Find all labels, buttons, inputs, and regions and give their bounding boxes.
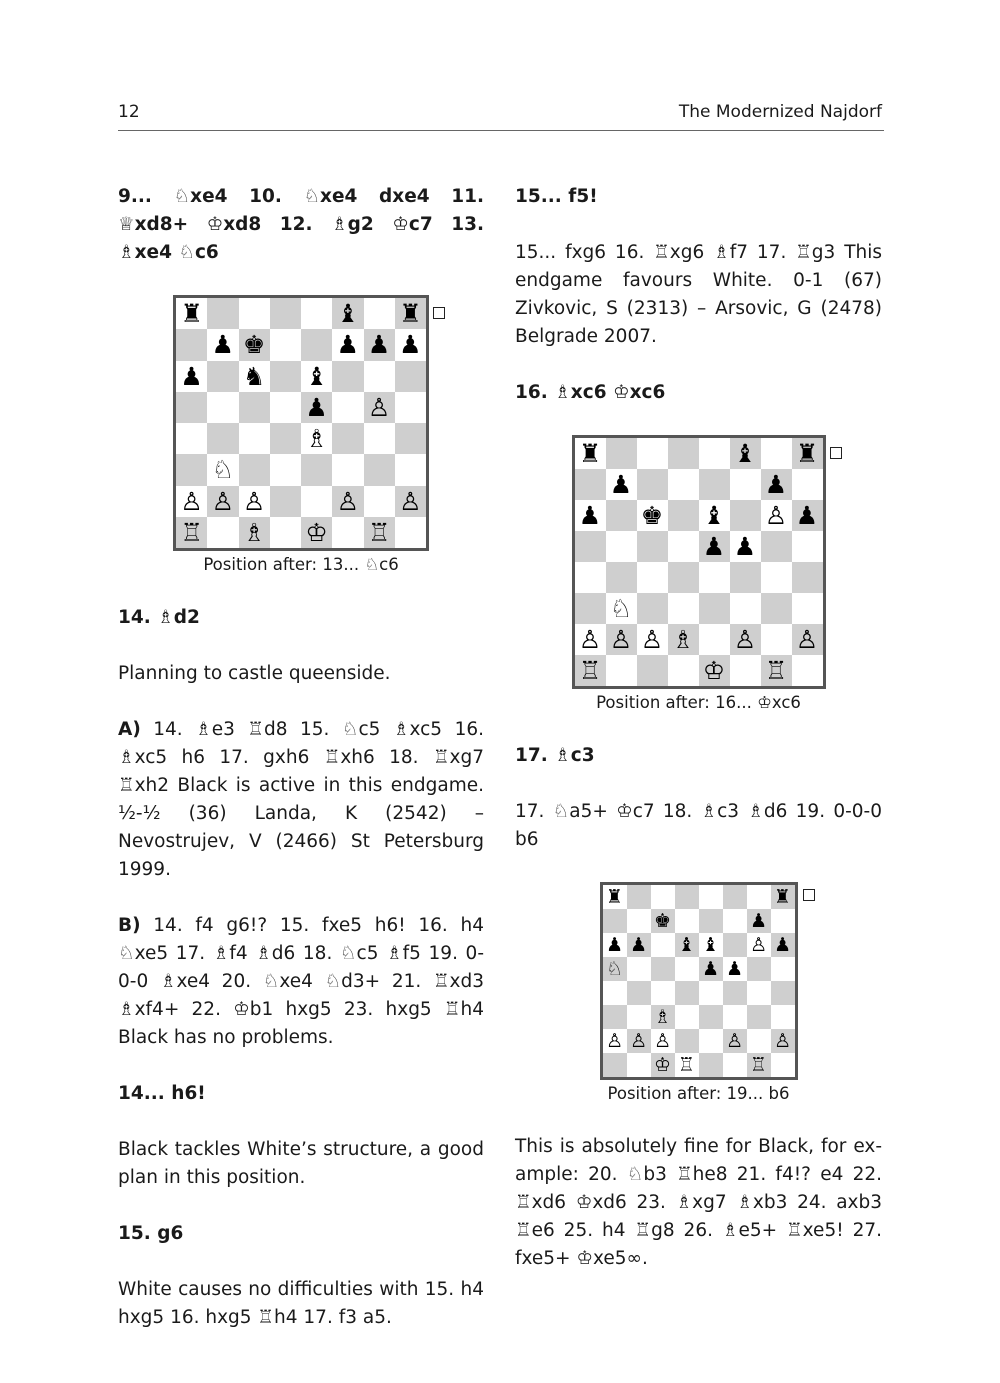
board-square [575,655,606,686]
board-square [270,423,301,454]
board-square [723,885,747,909]
board-square [332,298,363,329]
board-square [603,1029,627,1053]
board-square [603,885,627,909]
board-square [332,392,363,423]
board-square [606,438,637,469]
black-pawn-piece: ♟ [399,330,422,360]
board-square [761,500,792,531]
board-square [637,655,668,686]
black-rook-piece: ♜ [578,439,602,468]
black-pawn-piece: ♟ [305,392,328,422]
board-square [239,423,270,454]
variation-label: A) [118,719,141,740]
board-square [675,1005,699,1029]
board-square [603,1053,627,1077]
board-square [699,1029,723,1053]
board-square [730,438,761,469]
chess-diagram [515,435,882,714]
board-square [637,500,668,531]
board-square [761,469,792,500]
board-square [301,423,332,454]
board-square [675,933,699,957]
black-pawn-piece: ♟ [367,330,391,360]
board-square [301,454,332,485]
white-knight-piece: ♘ [211,455,235,485]
white-bishop-piece: ♗ [671,625,695,654]
board-square [176,517,207,548]
page-header [118,100,884,131]
board-square [239,454,270,485]
board-square [239,392,270,423]
board-square [364,517,395,548]
page-number: 12 [118,102,140,122]
board-square [747,885,771,909]
white-pawn-piece: ♙ [795,625,819,654]
board-square [627,933,651,957]
variation-text: 14. f4 g6!? 15. fxe5 h6! 16. h4 ♘xe5 17. ♗f4 ♗d6 18. ♘c5 ♗f5 19. 0-0-0 ♗xe4 20. ♘xe4 ♘d3+ 21. ♖xd3 ♗xf4+ 22. ♔b1 hxg5 23. hxg5 ♖h4 Black has no problems. [118,915,484,1048]
board-square [176,298,207,329]
board-square [771,933,795,957]
white-king-piece: ♔ [305,517,328,547]
board-square [668,531,699,562]
black-knight-piece: ♞ [242,361,266,391]
commentary-paragraph [118,716,484,884]
board-square [651,957,675,981]
board-square [637,593,668,624]
board-square [771,957,795,981]
board-square [606,655,637,686]
board-square [637,469,668,500]
board-square [730,655,761,686]
board-square [395,517,426,548]
board-square [627,909,651,933]
black-rook-piece: ♜ [180,299,203,329]
board-square [761,624,792,655]
variation-text: 14. ♗e3 ♖d8 15. ♘c5 ♗xc5 16. ♗xc5 h6 17. gxh6 ♖xh6 18. ♖xg7 ♖xh2 Black is active in this endgame. ½-½ (36) Landa, K (2542) – Nevostrujev, V (2466) St Petersburg 1999. [118,719,484,880]
board-square [730,469,761,500]
black-bishop-piece: ♝ [701,933,720,956]
commentary-paragraph: This is absolutely fine for Black, for ex-ample: 20. ♘b3 ♖he8 21. f4!? e4 22. ♖xd6 ♔xd6 23. ♗xg7 ♗xb3 24. axb3 ♖e6 25. h4 ♖g8 26. ♗e5+ ♖xe5! 27. fxe5+ ♔xe5∞. [515,1136,882,1269]
board-square [637,438,668,469]
commentary-paragraph: White causes no difficulties with 15. h4 hxg5 16. hxg5 ♖h4 17. f3 a5. [118,1279,484,1328]
board-square [301,486,332,517]
board-square [747,933,771,957]
board-square [627,1005,651,1029]
board-square [207,454,238,485]
move-line: 15... f5! [515,186,598,207]
white-pawn-piece: ♙ [733,625,757,654]
board-square [606,562,637,593]
board-square [699,1005,723,1029]
board-square [792,500,823,531]
black-pawn-piece: ♟ [773,933,792,956]
board-square [675,1029,699,1053]
white-bishop-piece: ♗ [242,517,266,547]
board-square [792,562,823,593]
chess-board [600,882,798,1080]
black-king-piece: ♚ [242,330,266,360]
white-pawn-piece: ♙ [640,625,664,654]
board-square [603,909,627,933]
white-pawn-piece: ♙ [629,1029,648,1052]
board-square [395,298,426,329]
board-square [207,361,238,392]
board-square [723,981,747,1005]
board-square [575,624,606,655]
board-square [270,392,301,423]
left-column [118,183,484,1332]
board-square [699,562,730,593]
board-square [270,329,301,360]
board-square [637,531,668,562]
board-square [699,957,723,981]
board-square [761,593,792,624]
move-line: 16. ♗xc6 ♔xc6 [515,382,666,403]
board-square [771,1029,795,1053]
board-square [575,562,606,593]
black-pawn-piece: ♟ [725,957,744,980]
board-square [176,329,207,360]
board-square [332,329,363,360]
right-column [515,183,882,1273]
black-pawn-piece: ♟ [605,933,624,956]
board-square [792,469,823,500]
board-square [575,593,606,624]
board-square [771,1053,795,1077]
board-square [699,624,730,655]
board-square [699,981,723,1005]
board-square [627,885,651,909]
board-square [575,500,606,531]
board-square [699,469,730,500]
board-square [270,454,301,485]
board-square [723,933,747,957]
board-square [651,1029,675,1053]
board-square [301,298,332,329]
board-square [723,909,747,933]
board-square [364,486,395,517]
board-square [364,423,395,454]
white-pawn-piece: ♙ [749,933,768,956]
black-bishop-piece: ♝ [702,501,726,530]
board-square [239,517,270,548]
board-square [651,1053,675,1077]
board-square [603,1005,627,1029]
board-square [792,655,823,686]
side-to-move-marker [830,447,842,459]
board-square [771,1005,795,1029]
board-square [575,531,606,562]
board-square [207,392,238,423]
board-square [699,885,723,909]
white-pawn-piece: ♙ [609,625,633,654]
board-square [675,957,699,981]
board-square [606,531,637,562]
board-square [395,361,426,392]
diagram-caption: Position after: 16... ♔xc6 [596,693,801,712]
board-square [270,486,301,517]
board-square [668,562,699,593]
board-square [699,500,730,531]
black-pawn-piece: ♟ [749,909,768,932]
board-square [603,933,627,957]
board-square [651,1005,675,1029]
board-square [606,593,637,624]
board-square [176,392,207,423]
white-pawn-piece: ♙ [399,486,422,516]
board-square [761,655,792,686]
board-square [730,593,761,624]
white-pawn-piece: ♙ [653,1029,672,1052]
board-square [730,500,761,531]
board-square [761,562,792,593]
board-square [668,500,699,531]
white-knight-piece: ♘ [609,594,633,623]
board-square [699,933,723,957]
black-pawn-piece: ♟ [701,957,720,980]
variation-label: B) [118,915,141,936]
white-pawn-piece: ♙ [336,486,360,516]
board-square [668,469,699,500]
board-square [771,981,795,1005]
board-square [792,624,823,655]
board-square [723,1053,747,1077]
white-rook-piece: ♖ [578,656,602,685]
board-square [207,517,238,548]
board-square [332,486,363,517]
board-square [270,517,301,548]
board-square [699,531,730,562]
board-square [606,469,637,500]
black-pawn-piece: ♟ [211,330,235,360]
board-square [668,438,699,469]
white-pawn-piece: ♙ [578,625,602,654]
white-bishop-piece: ♗ [305,424,328,454]
board-square [771,885,795,909]
board-square [575,438,606,469]
running-title: The Modernized Najdorf [678,102,882,122]
white-knight-piece: ♘ [605,957,624,980]
board-square [207,423,238,454]
board-square [637,562,668,593]
board-square [771,909,795,933]
board-square [699,593,730,624]
board-square [651,909,675,933]
board-square [207,486,238,517]
board-square [723,1029,747,1053]
board-square [668,655,699,686]
black-bishop-piece: ♝ [677,933,696,956]
white-pawn-piece: ♙ [367,392,391,422]
white-pawn-piece: ♙ [725,1029,744,1052]
chess-diagram [118,295,484,576]
board-square [761,531,792,562]
board-square [176,361,207,392]
board-square [627,1053,651,1077]
board-square [207,298,238,329]
white-bishop-piece: ♗ [653,1005,672,1028]
black-pawn-piece: ♟ [733,532,757,561]
board-square [332,454,363,485]
board-square [792,593,823,624]
chess-board [173,295,429,551]
black-pawn-piece: ♟ [578,501,602,530]
board-square [627,981,651,1005]
commentary-paragraph [118,912,484,1052]
board-square [651,885,675,909]
black-pawn-piece: ♟ [629,933,648,956]
board-square [730,562,761,593]
board-square [332,517,363,548]
board-square [239,486,270,517]
diagram-caption: Position after: 13... ♘c6 [203,555,399,574]
board-square [176,486,207,517]
board-square [651,933,675,957]
board-square [730,531,761,562]
board-square [606,500,637,531]
diagram-wrapper [600,882,798,1080]
board-square [176,454,207,485]
board-square [730,624,761,655]
commentary-paragraph: Black tackles White’s structure, a good plan in this position. [118,1139,484,1188]
move-line: 17. ♗c3 [515,745,595,766]
board-square [675,885,699,909]
board-square [364,298,395,329]
white-rook-piece: ♖ [677,1053,696,1076]
board-square [675,909,699,933]
diagram-wrapper [173,295,429,551]
black-bishop-piece: ♝ [336,299,360,329]
black-pawn-piece: ♟ [336,330,360,360]
board-square [627,1029,651,1053]
white-pawn-piece: ♙ [764,501,788,530]
board-square [699,655,730,686]
commentary-paragraph: Planning to castle queenside. [118,663,391,684]
black-pawn-piece: ♟ [609,470,633,499]
move-line: 14. ♗d2 [118,607,200,628]
board-square [301,329,332,360]
board-square [637,624,668,655]
side-to-move-marker [803,889,815,901]
board-square [364,329,395,360]
white-pawn-piece: ♙ [211,486,235,516]
board-square [332,361,363,392]
board-square [176,423,207,454]
commentary-paragraph: 17. ♘a5+ ♔c7 18. ♗c3 ♗d6 19. 0-0-0 b6 [515,801,882,850]
board-square [761,438,792,469]
black-bishop-piece: ♝ [733,439,757,468]
board-square [603,981,627,1005]
side-to-move-marker [433,307,445,319]
black-pawn-piece: ♟ [702,532,726,561]
move-line: 9... ♘xe4 10. ♘xe4 dxe4 11. ♕xd8+ ♔xd8 12. ♗g2 ♔c7 13. ♗xe4 ♘c6 [118,186,484,263]
white-king-piece: ♔ [653,1053,672,1076]
board-square [301,517,332,548]
board-square [699,1053,723,1077]
white-rook-piece: ♖ [367,517,391,547]
board-square [207,329,238,360]
black-king-piece: ♚ [640,501,664,530]
board-square [395,486,426,517]
move-line: 15. g6 [118,1223,184,1244]
black-pawn-piece: ♟ [180,361,203,391]
board-square [627,957,651,981]
white-pawn-piece: ♙ [605,1029,624,1052]
board-square [747,981,771,1005]
board-square [364,361,395,392]
board-square [723,1005,747,1029]
board-square [747,1005,771,1029]
black-pawn-piece: ♟ [764,470,788,499]
board-square [270,298,301,329]
board-square [301,392,332,423]
board-square [239,329,270,360]
board-square [395,454,426,485]
board-square [301,361,332,392]
board-square [395,392,426,423]
board-square [332,423,363,454]
black-rook-piece: ♜ [773,885,792,908]
board-square [723,957,747,981]
black-king-piece: ♚ [653,909,672,932]
white-rook-piece: ♖ [749,1053,768,1076]
board-square [792,531,823,562]
black-rook-piece: ♜ [399,299,422,329]
board-square [675,981,699,1005]
board-square [747,1053,771,1077]
black-pawn-piece: ♟ [795,501,819,530]
board-square [651,981,675,1005]
board-square [364,392,395,423]
board-square [239,298,270,329]
board-square [606,624,637,655]
white-pawn-piece: ♙ [180,486,203,516]
board-square [239,361,270,392]
commentary-paragraph: 15... fxg6 16. ♖xg6 ♗f7 17. ♖g3 This endgame favours White. 0-1 (67) Zivkovic, S (2313) – Arsovic, G (2478) Belgrade 2007. [515,242,882,347]
diagram-caption: Position after: 19... b6 [607,1084,790,1103]
board-square [603,957,627,981]
white-pawn-piece: ♙ [773,1029,792,1052]
board-square [395,329,426,360]
board-square [699,909,723,933]
chess-board [572,435,826,689]
board-square [675,1053,699,1077]
board-square [668,593,699,624]
diagram-wrapper [572,435,826,689]
black-rook-piece: ♜ [795,439,819,468]
board-square [699,438,730,469]
board-square [747,957,771,981]
move-line: 14... h6! [118,1083,206,1104]
white-rook-piece: ♖ [764,656,788,685]
chess-diagram [515,882,882,1105]
board-square [668,624,699,655]
black-bishop-piece: ♝ [305,361,328,391]
board-square [270,361,301,392]
board-square [747,1029,771,1053]
white-pawn-piece: ♙ [242,486,266,516]
black-rook-piece: ♜ [605,885,624,908]
board-square [792,438,823,469]
board-square [364,454,395,485]
white-rook-piece: ♖ [180,517,203,547]
board-square [395,423,426,454]
board-square [575,469,606,500]
white-king-piece: ♔ [702,656,726,685]
board-square [747,909,771,933]
